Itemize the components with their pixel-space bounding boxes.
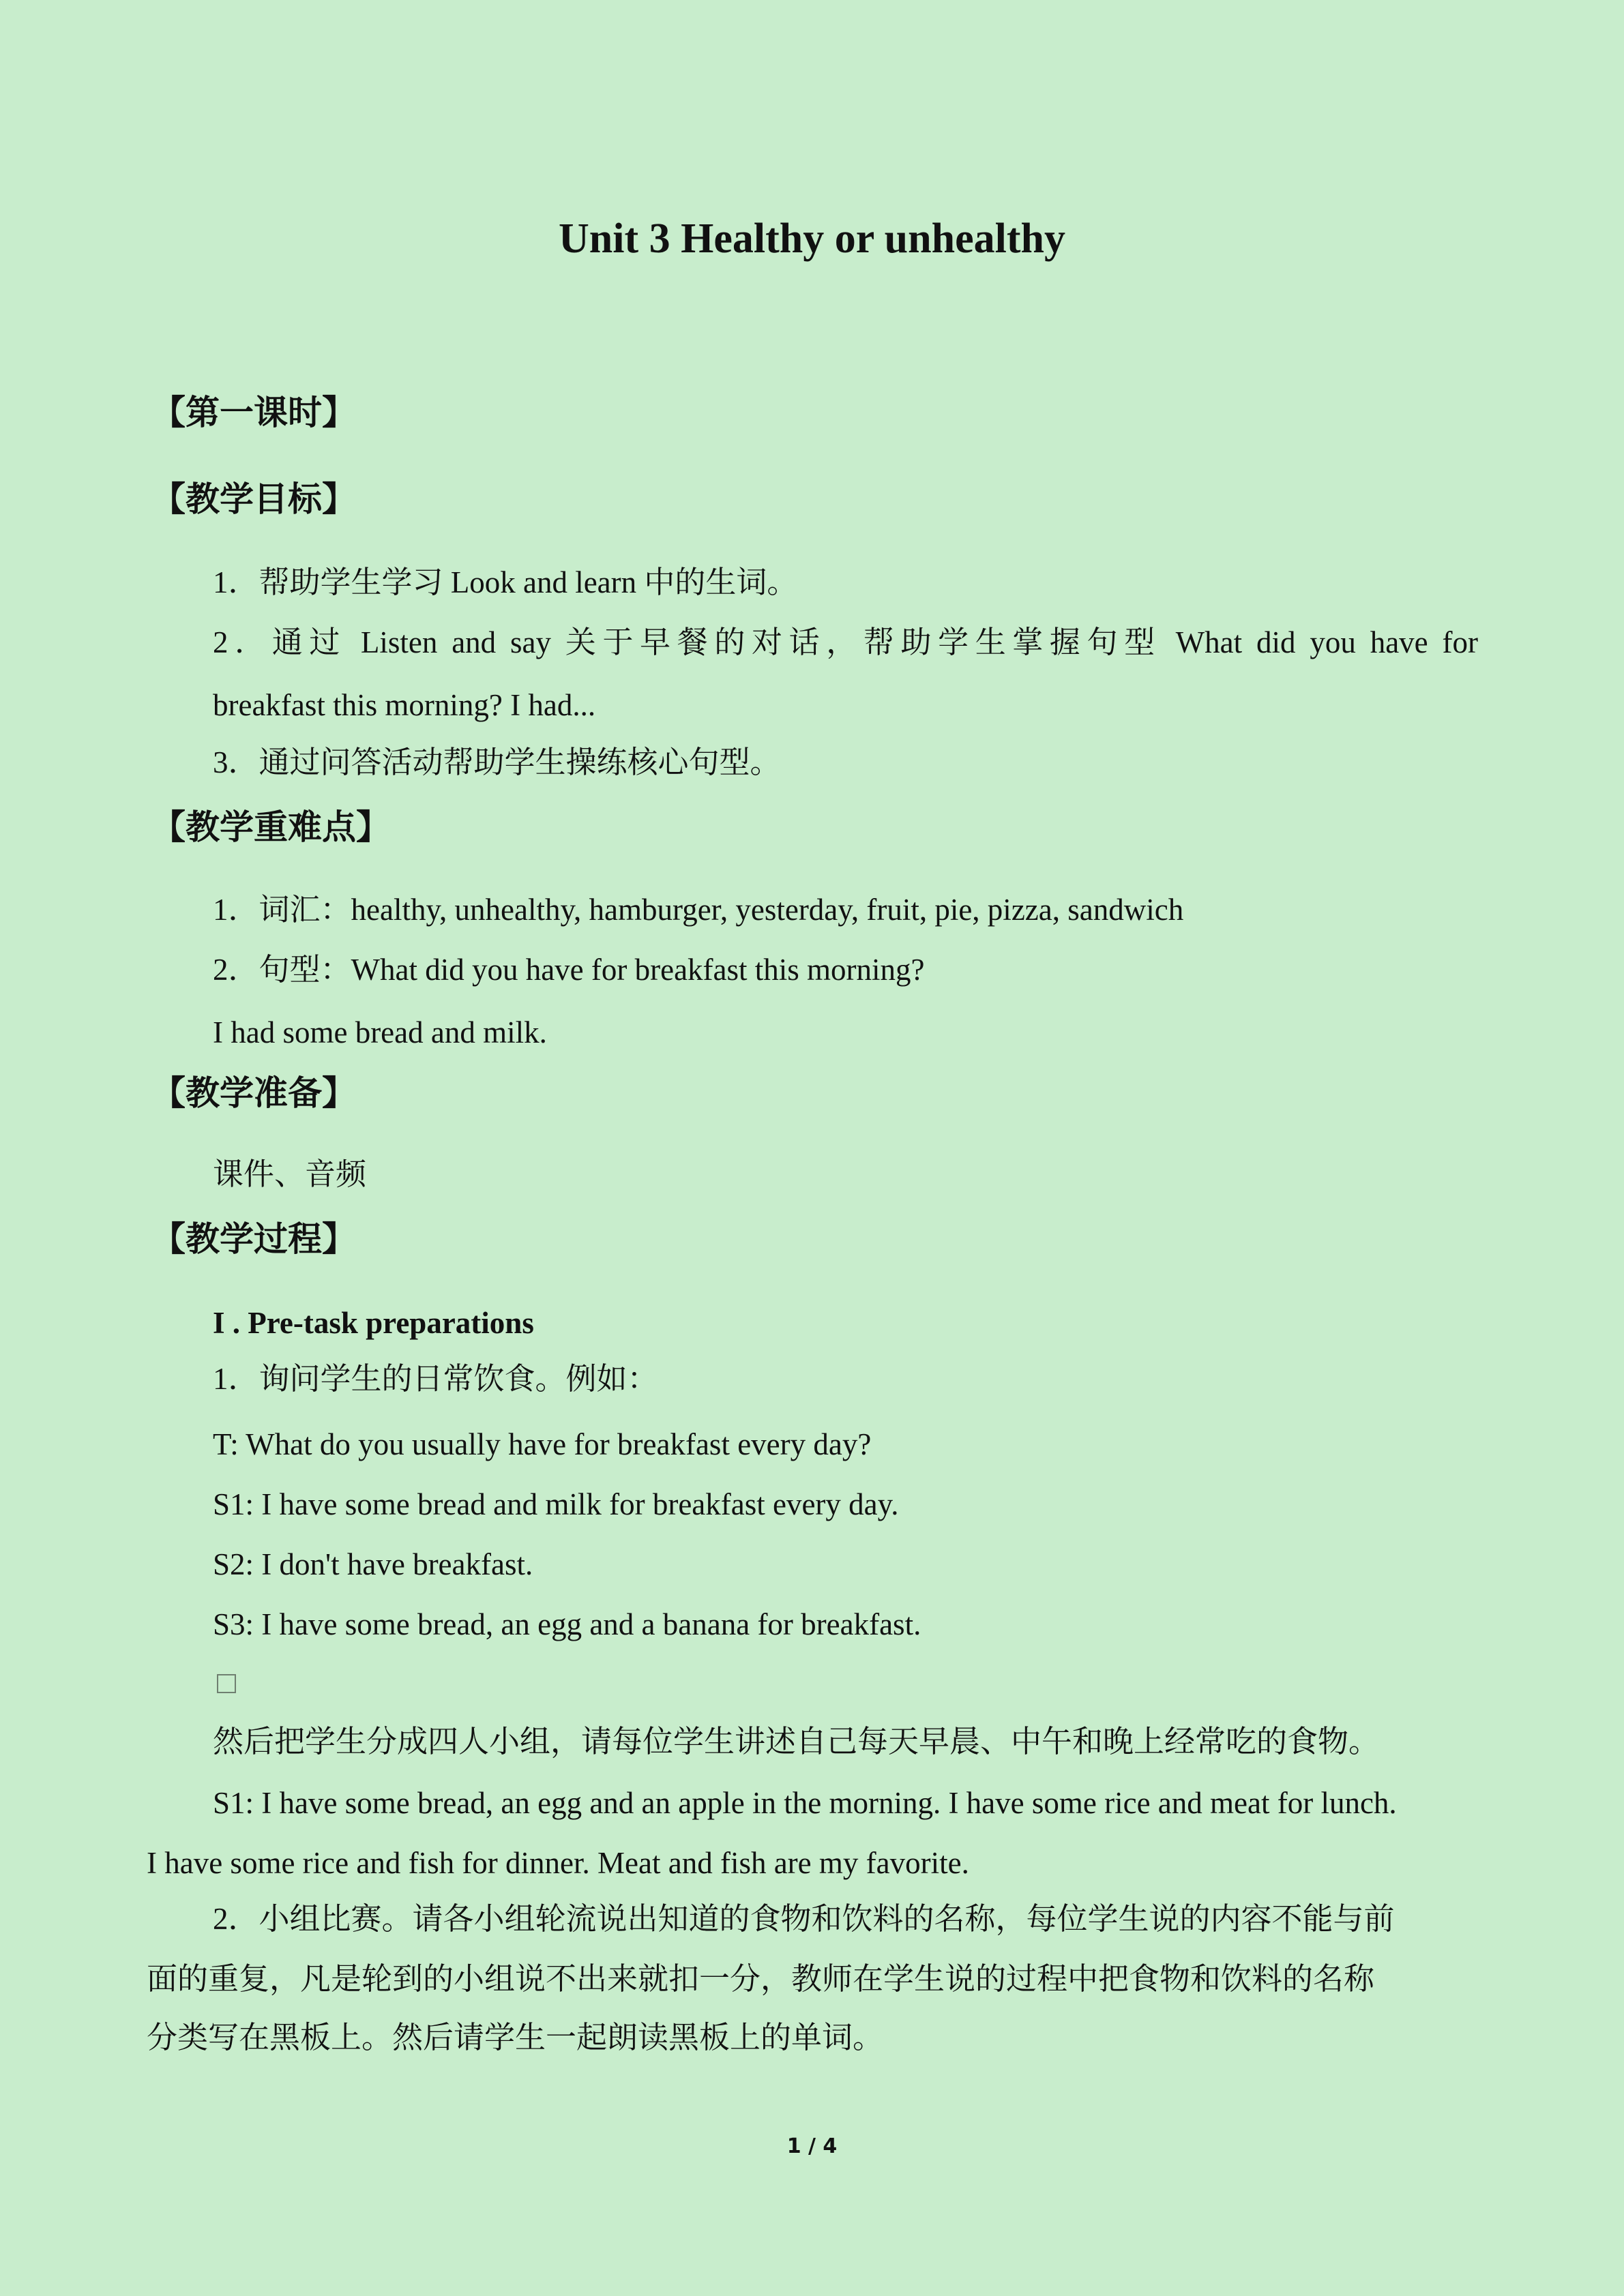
preparation-heading: 【教学准备】: [151, 1073, 356, 1113]
process-heading: 【教学过程】: [151, 1219, 356, 1259]
process-step-2-line-3: 分类写在黑板上。然后请学生一起朗读黑板上的单词。: [147, 2021, 884, 2055]
example-line-1: S1: I have some bread, an egg and an apple in the morning. I have some rice and meat for lunch.: [213, 1786, 1397, 1820]
dialogue-line-s1: S1: I have some bread and milk for breakfast every day.: [213, 1487, 899, 1521]
process-step-2-line-1: 2．小组比赛。请各小组轮流说出知道的食物和饮料的名称，每位学生说的内容不能与前: [213, 1902, 1395, 1936]
process-subheading: I . Pre-task preparations: [213, 1306, 534, 1340]
example-line-2: I have some rice and fish for dinner. Meat and fish are my favorite.: [147, 1846, 969, 1880]
dialogue-line-s2: S2: I don't have breakfast.: [213, 1547, 533, 1581]
group-instruction: 然后把学生分成四人小组，请每位学生讲述自己每天早晨、中午和晚上经常吃的食物。: [213, 1725, 1380, 1759]
objective-item-2-line-1: 2．通过 Listen and say 关于早餐的对话，帮助学生掌握句型 What did you have for: [213, 625, 1478, 659]
process-step-1: 1．询问学生的日常饮食。例如：: [213, 1362, 658, 1396]
objective-item-3: 3．通过问答活动帮助学生操练核心句型。: [213, 745, 781, 779]
key-points-heading: 【教学重难点】: [151, 807, 390, 847]
objective-item-2-line-2: breakfast this morning? I had...: [213, 688, 596, 722]
checkbox-icon: [217, 1674, 236, 1693]
document-title: Unit 3 Healthy or unhealthy: [559, 215, 1065, 262]
page-number: 1 / 4: [786, 2134, 838, 2158]
key-point-sentence-answer: I had some bread and milk.: [213, 1015, 547, 1049]
preparation-content: 课件、音频: [213, 1157, 367, 1191]
objective-item-1: 1．帮助学生学习 Look and learn 中的生词。: [213, 565, 798, 599]
objectives-heading: 【教学目标】: [151, 479, 356, 519]
key-point-sentence: 2．句型：What did you have for breakfast this morning?: [213, 953, 925, 987]
process-step-2-line-2: 面的重复，凡是轮到的小组说不出来就扣一分，教师在学生说的过程中把食物和饮料的名称: [147, 1962, 1375, 1996]
dialogue-line-s3: S3: I have some bread, an egg and a banana for breakfast.: [213, 1607, 921, 1641]
dialogue-line-teacher: T: What do you usually have for breakfast every day?: [213, 1427, 872, 1461]
lesson-heading: 【第一课时】: [151, 393, 356, 432]
key-point-vocabulary: 1．词汇：healthy, unhealthy, hamburger, yesterday, fruit, pie, pizza, sandwich: [213, 893, 1184, 927]
